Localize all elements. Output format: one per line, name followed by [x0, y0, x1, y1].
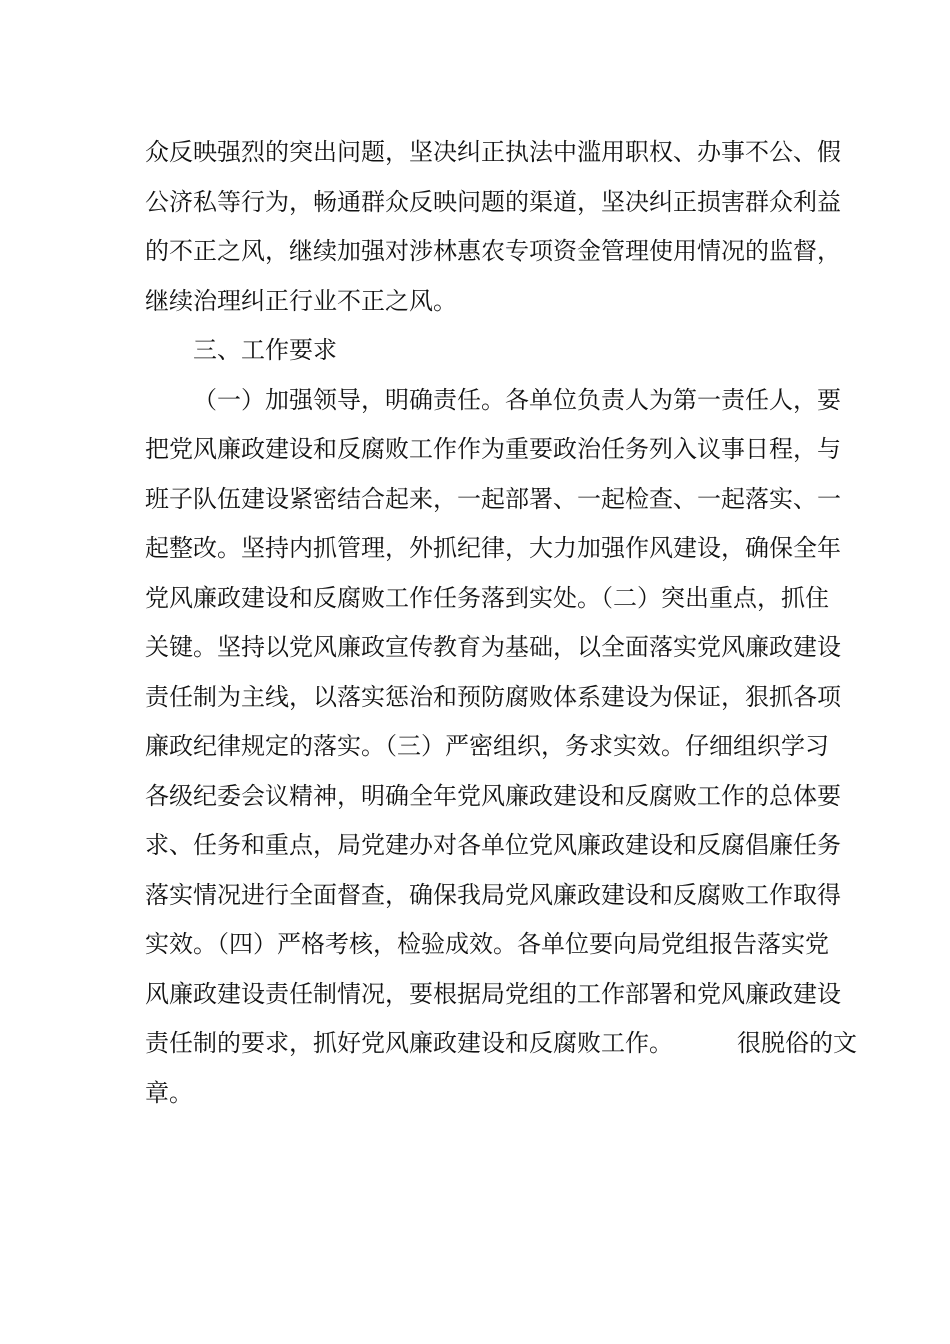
text-line: 风廉政建设责任制情况，要根据局党组的工作部署和党风廉政建设 — [145, 979, 841, 1008]
paragraph-work-requirements — [145, 376, 857, 1119]
appended-remark: 很脱俗的文 — [737, 1029, 857, 1057]
text-line: 班子队伍建设紧密结合起来，一起部署、一起检查、一起落实、一 — [145, 484, 841, 513]
paragraph-continuation — [145, 128, 841, 326]
text-line: 的不正之风，继续加强对涉林惠农专项资金管理使用情况的监督， — [145, 237, 841, 265]
text-line: 落实情况进行全面督查，确保我局党风廉政建设和反腐败工作取得 — [145, 880, 841, 909]
text-line: 求、任务和重点，局党建办对各单位党风廉政建设和反腐倡廉任务 — [145, 831, 841, 859]
text-line: 党风廉政建设和反腐败工作任务落到实处。（二）突出重点，抓住 — [145, 583, 829, 612]
text-line: 继续治理纠正行业不正之风。 — [145, 286, 457, 315]
text-line — [145, 1019, 857, 1069]
text-line: （一）加强领导，明确责任。各单位负责人为第一责任人，要 — [193, 385, 841, 414]
document-body — [145, 128, 857, 1118]
text-line: 公济私等行为，畅通群众反映问题的渠道，坚决纠正损害群众利益 — [145, 187, 841, 216]
text-line: 责任制为主线，以落实惩治和预防腐败体系建设为保证，狠抓各项 — [145, 682, 841, 711]
text-line: 众反映强烈的突出问题，坚决纠正执法中滥用职权、办事不公、假 — [145, 138, 841, 166]
section-heading-text: 三、工作要求 — [193, 336, 337, 364]
text-line: 各级纪委会议精神，明确全年党风廉政建设和反腐败工作的总体要 — [145, 781, 841, 810]
text-line: 章。 — [145, 1078, 193, 1107]
text-line: 把党风廉政建设和反腐败工作作为重要政治任务列入议事日程，与 — [145, 435, 841, 463]
text-line: 关键。坚持以党风廉政宣传教育为基础，以全面落实党风廉政建设 — [145, 633, 841, 661]
text-line: 起整改。坚持内抓管理，外抓纪律，大力加强作风建设，确保全年 — [145, 534, 841, 562]
text-line: 廉政纪律规定的落实。（三）严密组织，务求实效。仔细组织学习 — [145, 732, 829, 760]
text-line-main: 责任制的要求，抓好党风廉政建设和反腐败工作。 — [145, 1029, 673, 1057]
text-line: 实效。（四）严格考核，检验成效。各单位要向局党组报告落实党 — [145, 930, 829, 958]
section-heading — [145, 326, 810, 376]
